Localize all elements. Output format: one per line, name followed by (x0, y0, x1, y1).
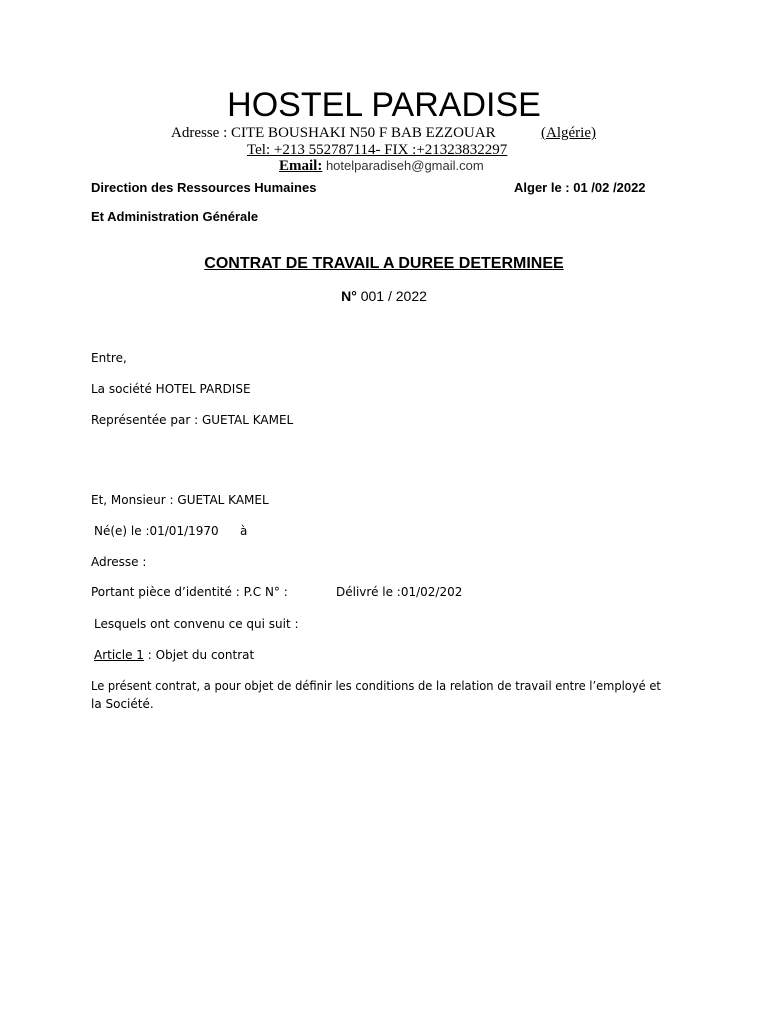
paragraph-ne-a: à (240, 524, 248, 538)
article-1-label: Article 1 (94, 648, 144, 662)
paragraph-represente: Représentée par : GUETAL KAMEL (91, 413, 294, 427)
contract-number (0, 288, 768, 304)
paragraph-lesquels: Lesquels ont convenu ce qui suit : (94, 617, 299, 631)
paragraph-piece-identite: Portant pièce d’identité : P.C N° : (91, 585, 288, 599)
paragraph-monsieur: Et, Monsieur : GUETAL KAMEL (91, 493, 269, 507)
department-line-2: Et Administration Générale (91, 209, 259, 224)
hotel-email (279, 158, 484, 175)
paragraph-present-line-2: la Société. (91, 697, 154, 711)
hotel-address: Adresse : CITE BOUSHAKI N50 F BAB EZZOUAR (171, 125, 496, 141)
hotel-name: HOSTEL PARADISE (227, 86, 541, 124)
hotel-country: (Algérie) (541, 125, 596, 141)
contract-title: CONTRAT DE TRAVAIL A DUREE DETERMINEE (204, 255, 564, 272)
paragraph-societe: La société HOTEL PARDISE (91, 382, 251, 396)
contract-number-label: N° (341, 288, 357, 304)
place-date: Alger le : 01 /02 /2022 (514, 180, 646, 195)
paragraph-entre: Entre, (91, 351, 127, 365)
paragraph-adresse: Adresse : (91, 555, 147, 569)
paragraph-ne-le: Né(e) le :01/01/1970 (94, 524, 219, 538)
email-label: Email: (279, 158, 323, 174)
paragraph-present-line-1: Le présent contrat, a pour objet de définir les conditions de la relation de travail entre l’employé et (91, 679, 661, 693)
email-value: hotelparadiseh@gmail.com (322, 158, 484, 173)
paragraph-delivre-le: Délivré le :01/02/202 (336, 585, 463, 599)
contract-number-value: 001 / 2022 (356, 288, 427, 304)
department-line-1: Direction des Ressources Humaines (91, 180, 317, 195)
hotel-phone: Tel: +213 552787114- FIX :+21323832297 (247, 142, 508, 158)
article-1-text: : Objet du contrat (143, 648, 255, 662)
article-1-heading (94, 648, 254, 662)
